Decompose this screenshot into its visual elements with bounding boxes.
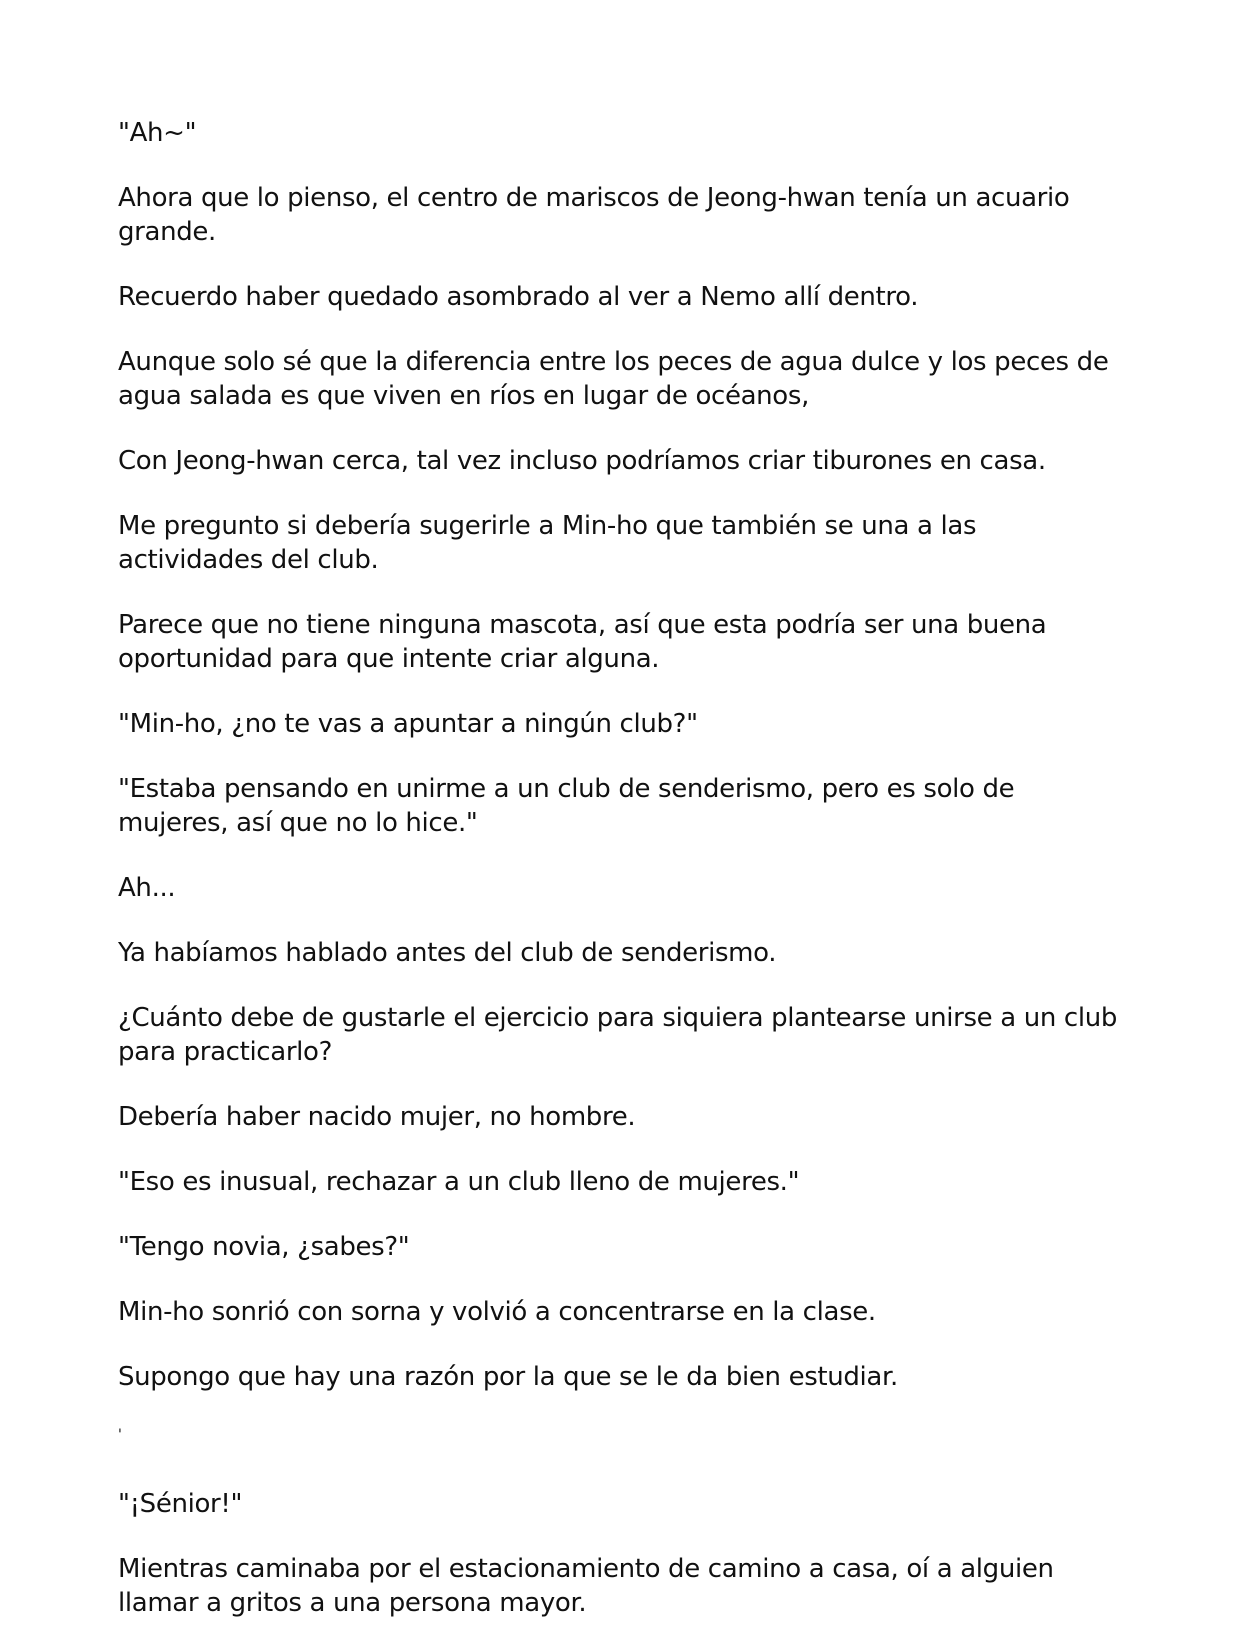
paragraph: "Tengo novia, ¿sabes?" (118, 1232, 410, 1262)
paragraph: Ah... (118, 873, 176, 903)
paragraph: Ahora que lo pienso, el centro de mariscos de Jeong-hwan tenía un acuario grande. (118, 183, 1070, 247)
document-body (118, 116, 1128, 1651)
paragraph: Me pregunto si debería sugerirle a Min-ho que también se una a las actividades del club. (118, 511, 977, 575)
paragraph: Recuerdo haber quedado asombrado al ver a Nemo allí dentro. (118, 282, 919, 312)
paragraph: "Estaba pensando en unirme a un club de senderismo, pero es solo de mujeres, así que no lo hice." (118, 774, 1015, 838)
paragraph: Con Jeong-hwan cerca, tal vez incluso podríamos criar tiburones en casa. (118, 446, 1046, 476)
paragraph: Aunque solo sé que la diferencia entre los peces de agua dulce y los peces de agua salada es que viven en ríos en lugar de océanos, (118, 347, 1109, 411)
paragraph: ¿Cuánto debe de gustarle el ejercicio para siquiera plantearse unirse a un club para practicarlo? (118, 1003, 1117, 1067)
paragraph: Parece que no tiene ninguna mascota, así que esta podría ser una buena oportunidad para que intente criar alguna. (118, 610, 1047, 674)
section-mark: ' (118, 1427, 122, 1443)
paragraph: "¡Sénior!" (118, 1489, 243, 1519)
paragraph: Supongo que hay una razón por la que se le da bien estudiar. (118, 1362, 898, 1392)
paragraph: "Min-ho, ¿no te vas a apuntar a ningún club?" (118, 709, 698, 739)
paragraph: "Ah~" (118, 118, 197, 148)
paragraph: Ya habíamos hablado antes del club de senderismo. (118, 938, 777, 968)
paragraph: Min-ho sonrió con sorna y volvió a concentrarse en la clase. (118, 1297, 876, 1327)
paragraph: "Eso es inusual, rechazar a un club lleno de mujeres." (118, 1167, 800, 1197)
paragraph: Debería haber nacido mujer, no hombre. (118, 1102, 636, 1132)
paragraph: Mientras caminaba por el estacionamiento de camino a casa, oí a alguien llamar a gritos a una persona mayor. (118, 1554, 1054, 1618)
